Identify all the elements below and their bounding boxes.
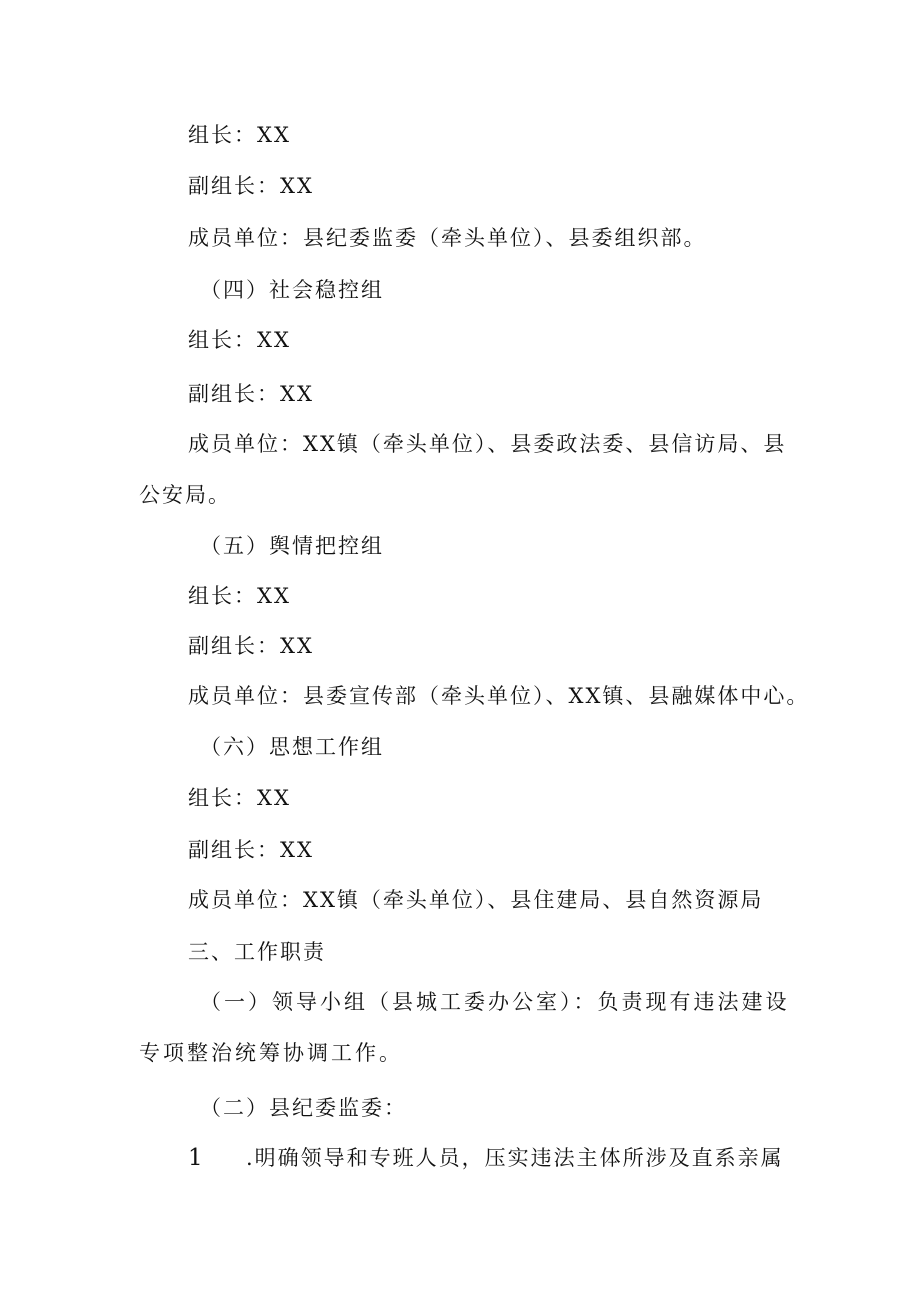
group-leader-3: 组长：XX: [188, 123, 291, 147]
duty-item-2-heading: （二）县纪委监委：: [200, 1096, 407, 1120]
deputy-leader-3: 副组长：XX: [188, 174, 314, 198]
duty-item-2-point-1: .明确领导和专班人员，压实违法主体所涉及直系亲属: [246, 1146, 784, 1170]
deputy-leader-6: 副组长：XX: [188, 838, 314, 862]
section-heading-4: （四）社会稳控组: [200, 278, 384, 302]
deputy-leader-5: 副组长：XX: [188, 634, 314, 658]
chapter-heading-duties: 三、工作职责: [188, 940, 326, 964]
section-heading-5: （五）舆情把控组: [200, 534, 384, 558]
group-leader-4: 组长：XX: [188, 328, 291, 352]
duty-item-1-cont: 专项整治统筹协调工作。: [139, 1041, 403, 1065]
member-units-4: 成员单位：XX镇（牵头单位）、县委政法委、县信访局、县: [188, 432, 787, 456]
member-units-5: 成员单位：县委宣传部（牵头单位）、XX镇、县融媒体中心。: [188, 684, 810, 708]
member-units-3: 成员单位：县纪委监委（牵头单位）、县委组织部。: [188, 226, 707, 250]
group-leader-6: 组长：XX: [188, 786, 291, 810]
group-leader-5: 组长：XX: [188, 584, 291, 608]
deputy-leader-4: 副组长：XX: [188, 382, 314, 406]
section-heading-6: （六）思想工作组: [200, 735, 384, 759]
member-units-6: 成员单位：XX镇（牵头单位）、县住建局、县自然资源局: [188, 888, 764, 912]
member-units-4-cont: 公安局。: [139, 483, 231, 507]
duty-item-1: （一）领导小组（县城工委办公室）：负责现有违法建设: [200, 990, 790, 1014]
list-number: 1: [188, 1145, 203, 1171]
